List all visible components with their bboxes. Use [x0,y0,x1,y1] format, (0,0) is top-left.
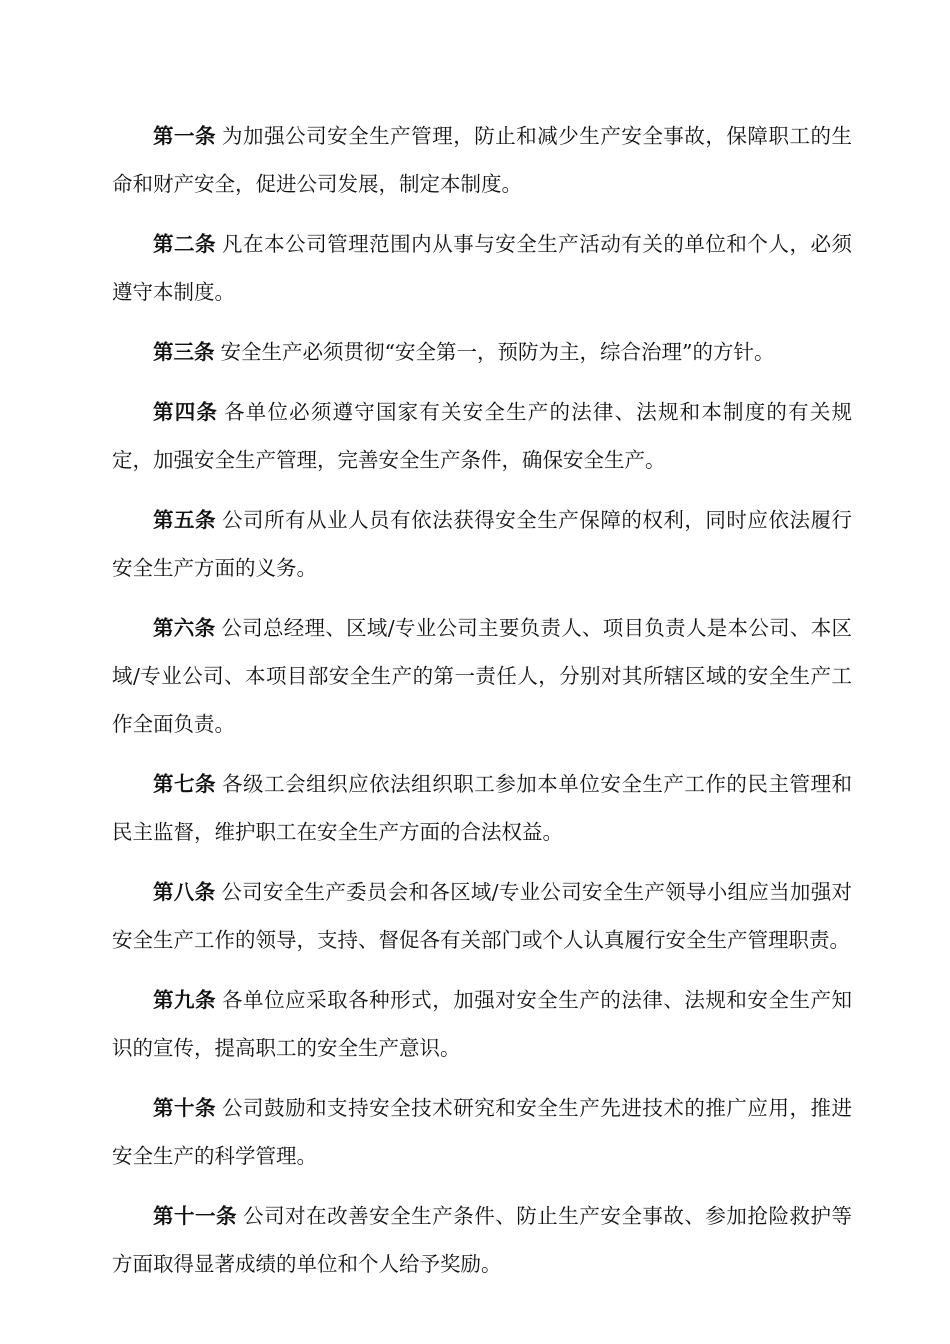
article-text: 公司鼓励和支持安全技术研究和安全生产先进技术的推广应用，推进安全生产的科学管理。 [112,1096,852,1168]
article-number: 第七条 [153,772,217,796]
article-number: 第三条 [153,340,215,364]
article-7 [112,760,852,856]
article-text: 凡在本公司管理范围内从事与安全生产活动有关的单位和个人，必须遵守本制度。 [112,232,852,304]
article-text: 为加强公司安全生产管理，防止和减少生产安全事故，保障职工的生命和财产安全，促进公司发展，制定本制度。 [112,124,852,196]
article-text: 安全生产必须贯彻“安全第一，预防为主，综合治理”的方针。 [220,340,775,364]
article-number: 第二条 [153,232,217,256]
article-text: 各单位应采取各种形式，加强对安全生产的法律、法规和安全生产知识的宣传，提高职工的安全生产意识。 [112,988,852,1060]
article-number: 第十一条 [153,1204,238,1228]
article-number: 第五条 [153,508,217,532]
article-text: 公司所有从业人员有依法获得安全生产保障的权利，同时应依法履行安全生产方面的义务。 [112,508,852,580]
article-2 [112,220,852,316]
article-text: 公司总经理、区域/专业公司主要负责人、项目负责人是本公司、本区域/专业公司、本项目部安全生产的第一责任人，分别对其所辖区域的安全生产工作全面负责。 [112,616,853,736]
article-11 [112,1192,852,1288]
article-4 [112,388,852,484]
article-number: 第一条 [153,124,217,148]
article-number: 第六条 [153,616,216,640]
article-number: 第九条 [153,988,217,1012]
article-text: 公司安全生产委员会和各区域/专业公司安全生产领导小组应当加强对安全生产工作的领导，支持、督促各有关部门或个人认真履行安全生产管理职责。 [112,880,853,952]
article-9 [112,976,852,1072]
article-text: 各级工会组织应依法组织职工参加本单位安全生产工作的民主管理和民主监督，维护职工在安全生产方面的合法权益。 [112,772,852,844]
article-number: 第八条 [153,880,216,904]
article-10 [112,1084,852,1180]
article-number: 第四条 [153,400,219,424]
article-1 [112,112,852,208]
article-5 [112,496,852,592]
article-3 [112,328,852,376]
article-number: 第十条 [153,1096,217,1120]
article-8 [112,868,852,964]
article-text: 公司对在改善安全生产条件、防止生产安全事故、参加抢险救护等方面取得显著成绩的单位和个人给予奖励。 [112,1204,852,1276]
article-6 [112,604,852,748]
article-text: 各单位必须遵守国家有关安全生产的法律、法规和本制度的有关规定，加强安全生产管理，完善安全生产条件，确保安全生产。 [112,400,853,472]
document-body [112,112,852,1300]
